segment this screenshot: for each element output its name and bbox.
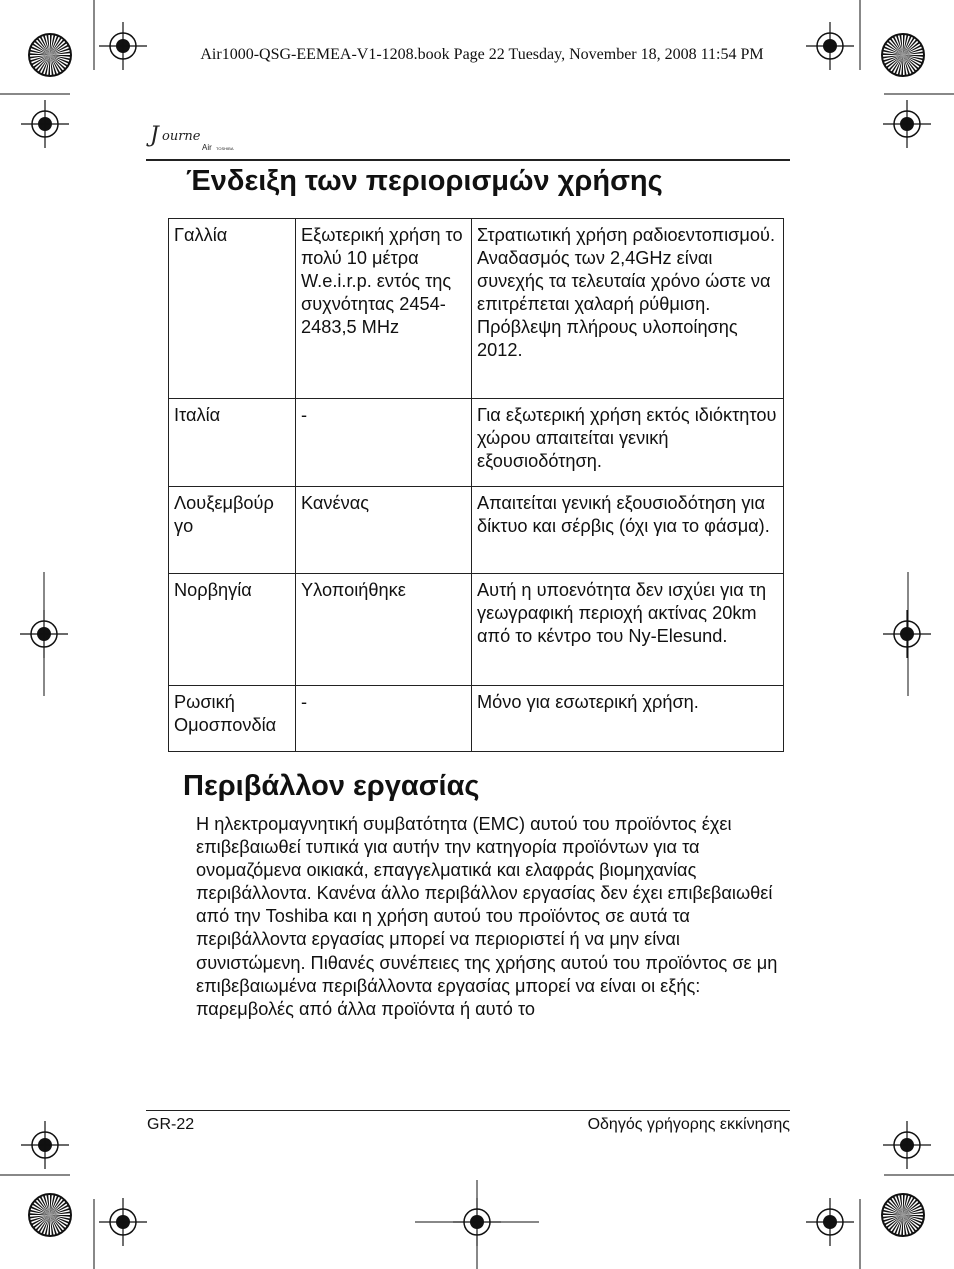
registration-target: [894, 111, 920, 137]
registration-target: [110, 33, 136, 59]
table-row: [169, 686, 784, 752]
footer-rule: [146, 1110, 790, 1111]
registration-target: [32, 1132, 58, 1158]
country-cell: Νορβηγία: [169, 574, 296, 686]
header-rule: [146, 159, 790, 161]
note-cell: Για εξωτερική χρήση εκτός ιδιόκτητου χώρου απαιτείται γενική εξουσιοδότηση.: [472, 399, 784, 487]
restrictions-heading: Ένδειξη των περιορισμών χρήσης: [186, 165, 663, 197]
environment-paragraph: Η ηλεκτρομαγνητική συμβατότητα (EMC) αυτού του προϊόντος έχει επιβεβαιωθεί τυπικά για αυτήν την κατηγορία προϊόντων για τα ονομαζόμενα οικιακά, επαγγελματικά και ελαφράς βιομηχανίας περιβάλλοντα. Κανένα άλλο περιβάλλον εργασίας δεν έχει επιβεβαιωθεί από την Toshiba και η χρήση αυτού του προϊόντος σε αυτά τα περιβάλλοντα εργασίας μπορεί να περιοριστεί ή να μην είναι συνιστώμενη. Πιθανές συνέπειες της χρήσης αυτού του προϊόντος σε μη επιβεβαιωμένα περιβάλλοντα εργασίας μπορεί να είναι οι εξής: παρεμβολές από άλλα προϊόντα ή αυτό το: [196, 814, 778, 1019]
color-bar-starburst: [882, 1194, 924, 1236]
country-cell: Ιταλία: [169, 399, 296, 487]
note-cell: Μόνο για εσωτερική χρήση.: [472, 686, 784, 752]
note-cell: Απαιτείται γενική εξουσιοδότηση για δίκτυο και σέρβις (όχι για το φάσμα).: [472, 487, 784, 574]
registration-target: [32, 111, 58, 137]
journe-air-logo: [146, 112, 256, 166]
svg-text:Air: Air: [202, 143, 212, 152]
table-row: [169, 574, 784, 686]
note-cell: Αυτή η υποενότητα δεν ισχύει για τη γεωγραφική περιοχή ακτίνας 20km από το κέντρο του Ny-Elesund.: [472, 574, 784, 686]
country-cell: Λουξεμβούρ γο: [169, 487, 296, 574]
color-bar-starburst: [29, 34, 71, 76]
table-row: [169, 399, 784, 487]
table-row: [169, 487, 784, 574]
restrictions-table: [168, 218, 784, 752]
guide-title: Οδηγός γρήγορης εκκίνησης: [587, 1116, 790, 1133]
registration-target: [31, 621, 57, 647]
environment-heading: Περιβάλλον εργασίας: [183, 770, 480, 802]
requirement-cell: Κανένας: [296, 487, 472, 574]
requirement-cell: Εξωτερική χρήση το πολύ 10 μέτρα W.e.i.r.p. εντός της συχνότητας 2454-2483,5 MHz: [296, 219, 472, 399]
requirement-cell: -: [296, 686, 472, 752]
svg-text:TOSHIBA: TOSHIBA: [216, 146, 234, 151]
registration-target: [894, 621, 920, 647]
color-bar-starburst: [882, 34, 924, 76]
registration-target: [817, 33, 843, 59]
svg-text:ourne: ourne: [162, 129, 201, 144]
print-header: Air1000-QSG-EEMEA-V1-1208.book Page 22 Tuesday, November 18, 2008 11:54 PM: [200, 46, 764, 63]
page-number: GR-22: [147, 1116, 195, 1133]
note-cell: Στρατιωτική χρήση ραδιοεντοπισμού. Αναδασμός των 2,4GHz είναι συνεχής τα τελευταία χρόνο ώστε να επιτρέπεται χαλαρή ρύθμιση. Πρόβλεψη πλήρους υλοποίησης 2012.: [472, 219, 784, 399]
requirement-cell: Υλοποιήθηκε: [296, 574, 472, 686]
registration-target: [110, 1209, 136, 1235]
requirement-cell: -: [296, 399, 472, 487]
color-bar-starburst: [29, 1194, 71, 1236]
registration-target: [894, 1132, 920, 1158]
registration-target: [464, 1209, 490, 1235]
table-row: [169, 219, 784, 399]
country-cell: Ρωσική Ομοσπονδία: [169, 686, 296, 752]
country-cell: Γαλλία: [169, 219, 296, 399]
registration-target: [817, 1209, 843, 1235]
svg-text:J: J: [150, 123, 159, 148]
